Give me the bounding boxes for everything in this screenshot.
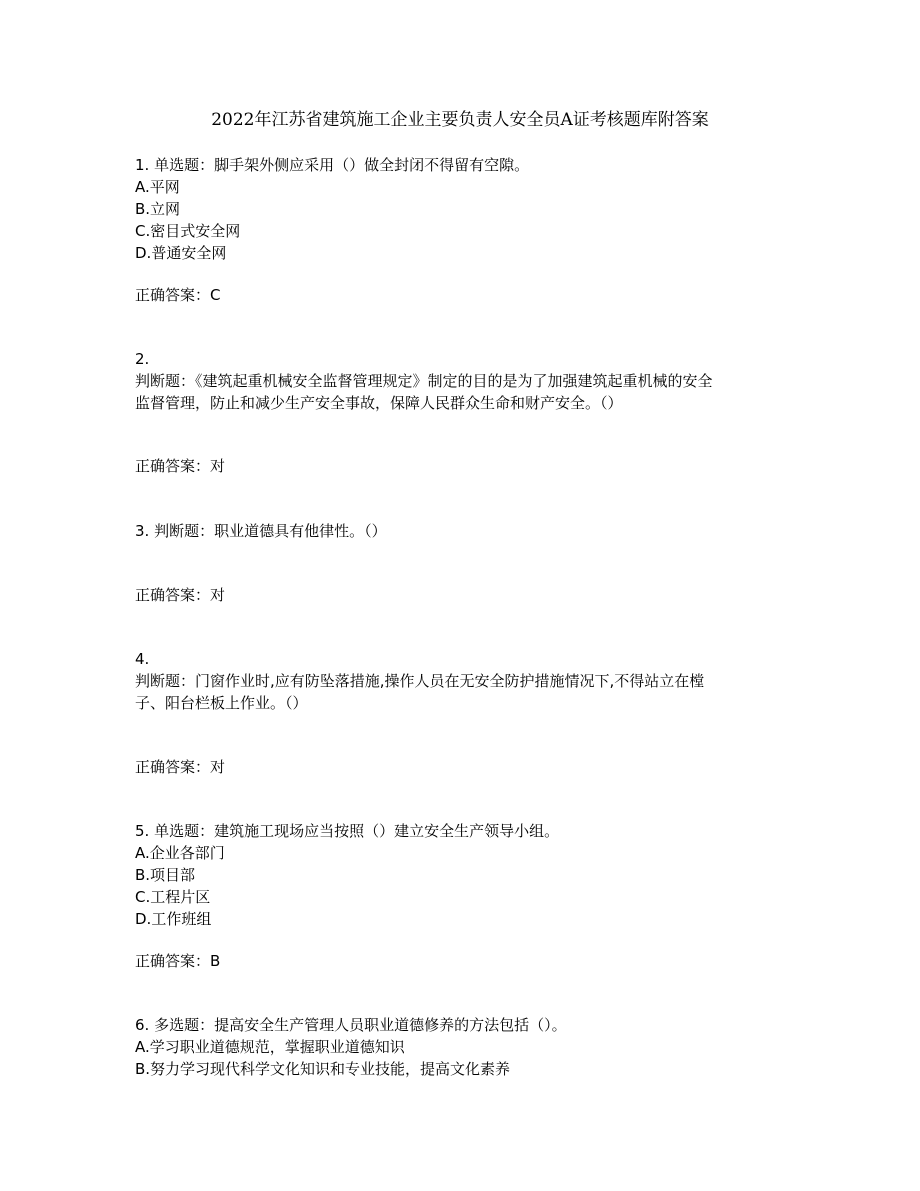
question-2-answer: 正确答案：对 (135, 457, 226, 475)
question-6-option-a: A.学习职业道德规范，掌握职业道德知识 (135, 1038, 405, 1056)
question-5-option-c: C.工程片区 (135, 888, 211, 906)
question-2-stem-line-1: 判断题：《建筑起重机械安全监督管理规定》制定的目的是为了加强建筑起重机械的安全 (135, 372, 713, 390)
document-title: 2022年江苏省建筑施工企业主要负责人安全员A证考核题库附答案 (211, 110, 709, 130)
question-2-stem-line-2: 监督管理，防止和减少生产安全事故，保障人民群众生命和财产安全。（） (135, 394, 623, 412)
question-3-answer: 正确答案：对 (135, 586, 226, 604)
question-5-option-b: B.项目部 (135, 866, 196, 884)
question-1-answer: 正确答案：C (135, 286, 221, 304)
question-5-answer: 正确答案：B (135, 952, 221, 970)
question-6-option-b: B.努力学习现代科学文化知识和专业技能，提高文化素养 (135, 1060, 511, 1078)
question-5-option-d: D.工作班组 (135, 910, 212, 928)
question-1-option-b: B.立网 (135, 200, 181, 218)
question-5-stem: 5. 单选题：建筑施工现场应当按照（）建立安全生产领导小组。 (135, 822, 560, 840)
question-4-number: 4. (135, 650, 150, 668)
question-4-stem-line-2: 子、阳台栏板上作业。（） (135, 694, 308, 712)
question-2-number: 2. (135, 350, 150, 368)
question-6-stem: 6. 多选题：提高安全生产管理人员职业道德修养的方法包括（）。 (135, 1016, 567, 1034)
question-3-stem: 3. 判断题：职业道德具有他律性。（） (135, 522, 387, 540)
question-1-option-a: A.平网 (135, 178, 180, 196)
question-1-option-c: C.密目式安全网 (135, 222, 241, 240)
question-1-stem: 1. 单选题：脚手架外侧应采用（）做全封闭不得留有空隙。 (135, 156, 530, 174)
question-4-stem-line-1: 判断题：门窗作业时,应有防坠落措施,操作人员在无安全防护措施情况下,不得站立在樘 (135, 672, 705, 690)
question-1-option-d: D.普通安全网 (135, 244, 227, 262)
question-4-answer: 正确答案：对 (135, 758, 226, 776)
question-5-option-a: A.企业各部门 (135, 844, 225, 862)
